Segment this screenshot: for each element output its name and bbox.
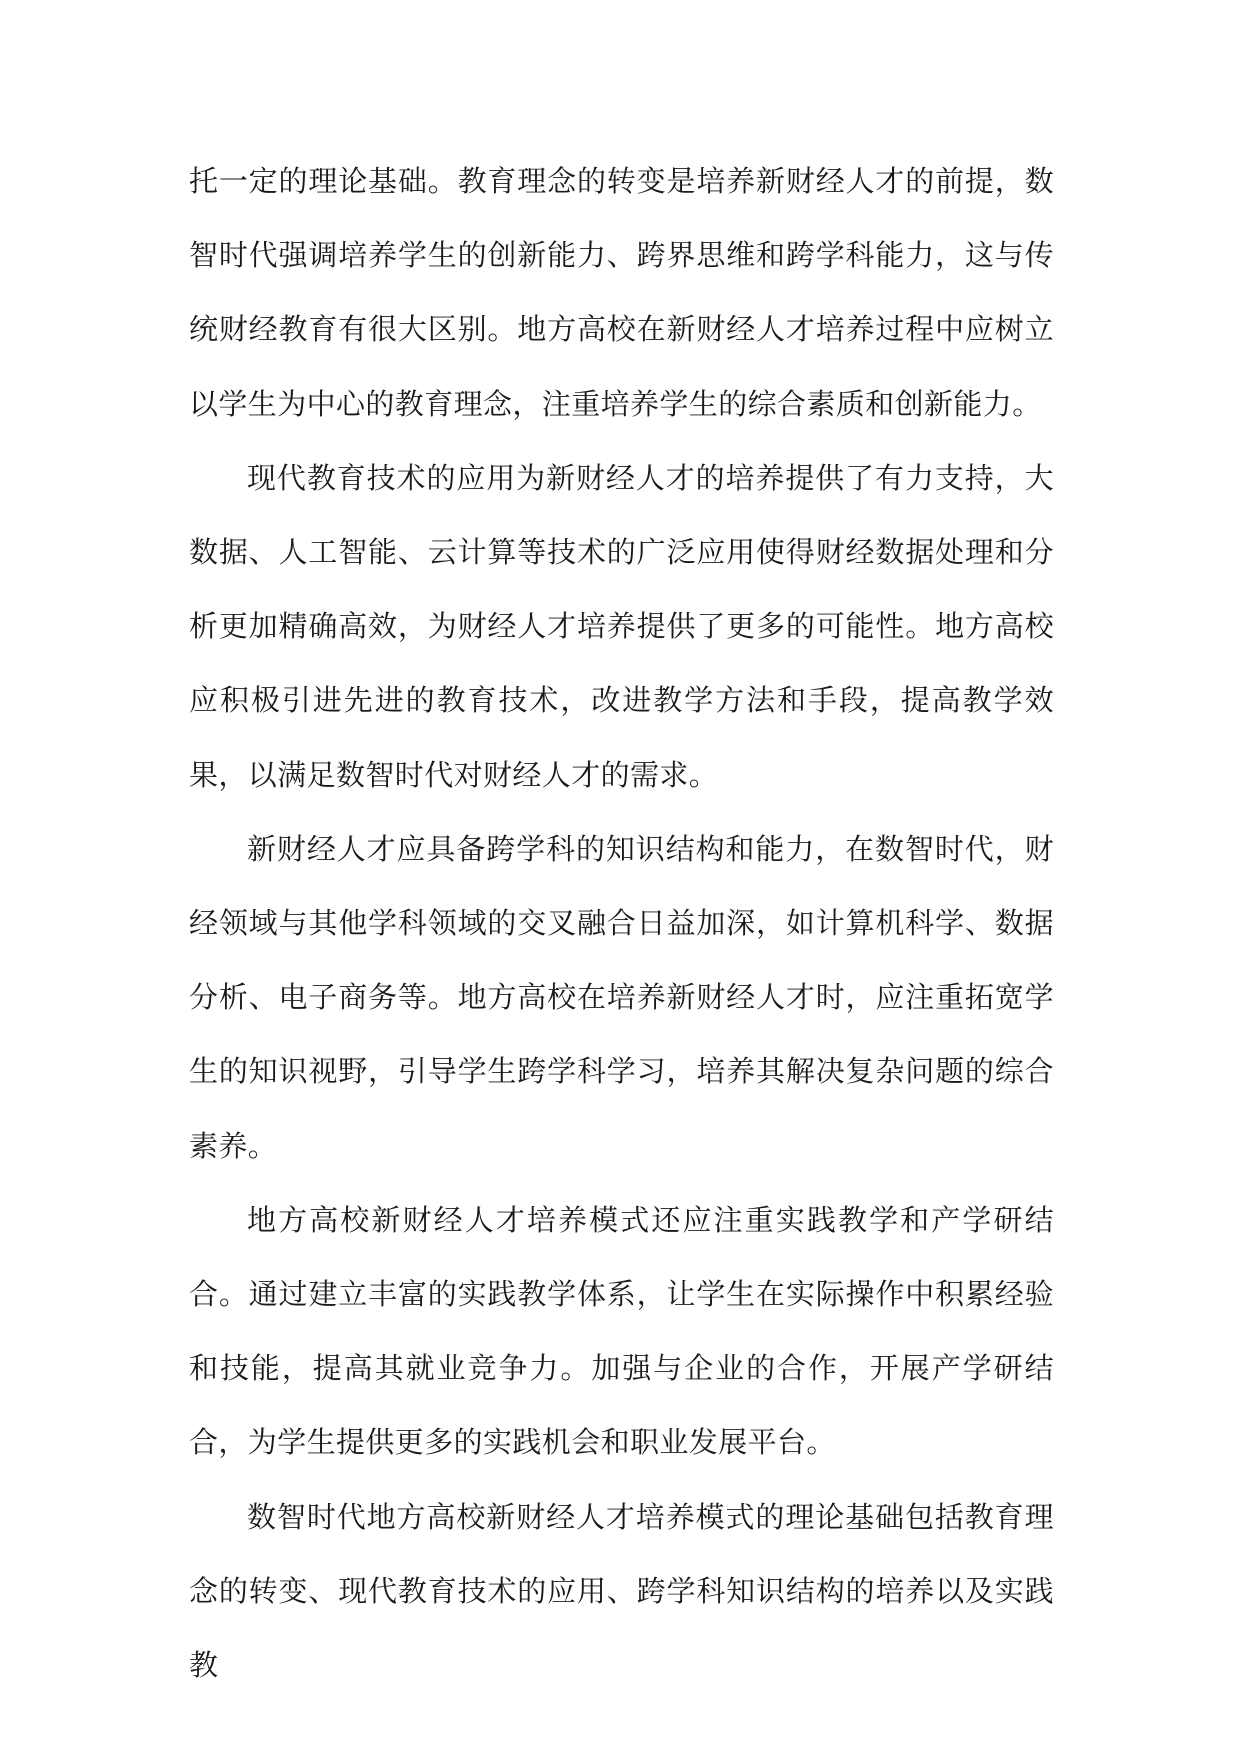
paragraph-practice-teaching: 地方高校新财经人才培养模式还应注重实践教学和产学研结合。通过建立丰富的实践教学体系，让学生在实际操作中积累经验和技能，提高其就业竞争力。加强与企业的合作，开展产学研结合，为学生提供更多的实践机会和职业发展平台。 — [189, 1202, 1054, 1460]
document-body — [189, 144, 1054, 1702]
paragraph-theory-foundation: 托一定的理论基础。教育理念的转变是培养新财经人才的前提，数智时代强调培养学生的创新能力、跨界思维和跨学科能力，这与传统财经教育有很大区别。地方高校在新财经人才培养过程中应树立以学生为中心的教育理念，注重培养学生的综合素质和创新能力。 — [189, 164, 1054, 421]
paragraph-education-technology: 现代教育技术的应用为新财经人才的培养提供了有力支持，大数据、人工智能、云计算等技术的广泛应用使得财经数据处理和分析更加精确高效，为财经人才培养提供了更多的可能性。地方高校应积极引进先进的教育技术，改进教学方法和手段，提高教学效果，以满足数智时代对财经人才的需求。 — [189, 460, 1054, 792]
paragraph-summary: 数智时代地方高校新财经人才培养模式的理论基础包括教育理念的转变、现代教育技术的应用、跨学科知识结构的培养以及实践教 — [189, 1499, 1054, 1683]
paragraph-interdisciplinary-knowledge: 新财经人才应具备跨学科的知识结构和能力，在数智时代，财经领域与其他学科领域的交叉融合日益加深，如计算机科学、数据分析、电子商务等。地方高校在培养新财经人才时，应注重拓宽学生的知识视野，引导学生跨学科学习，培养其解决复杂问题的综合素养。 — [189, 831, 1054, 1163]
